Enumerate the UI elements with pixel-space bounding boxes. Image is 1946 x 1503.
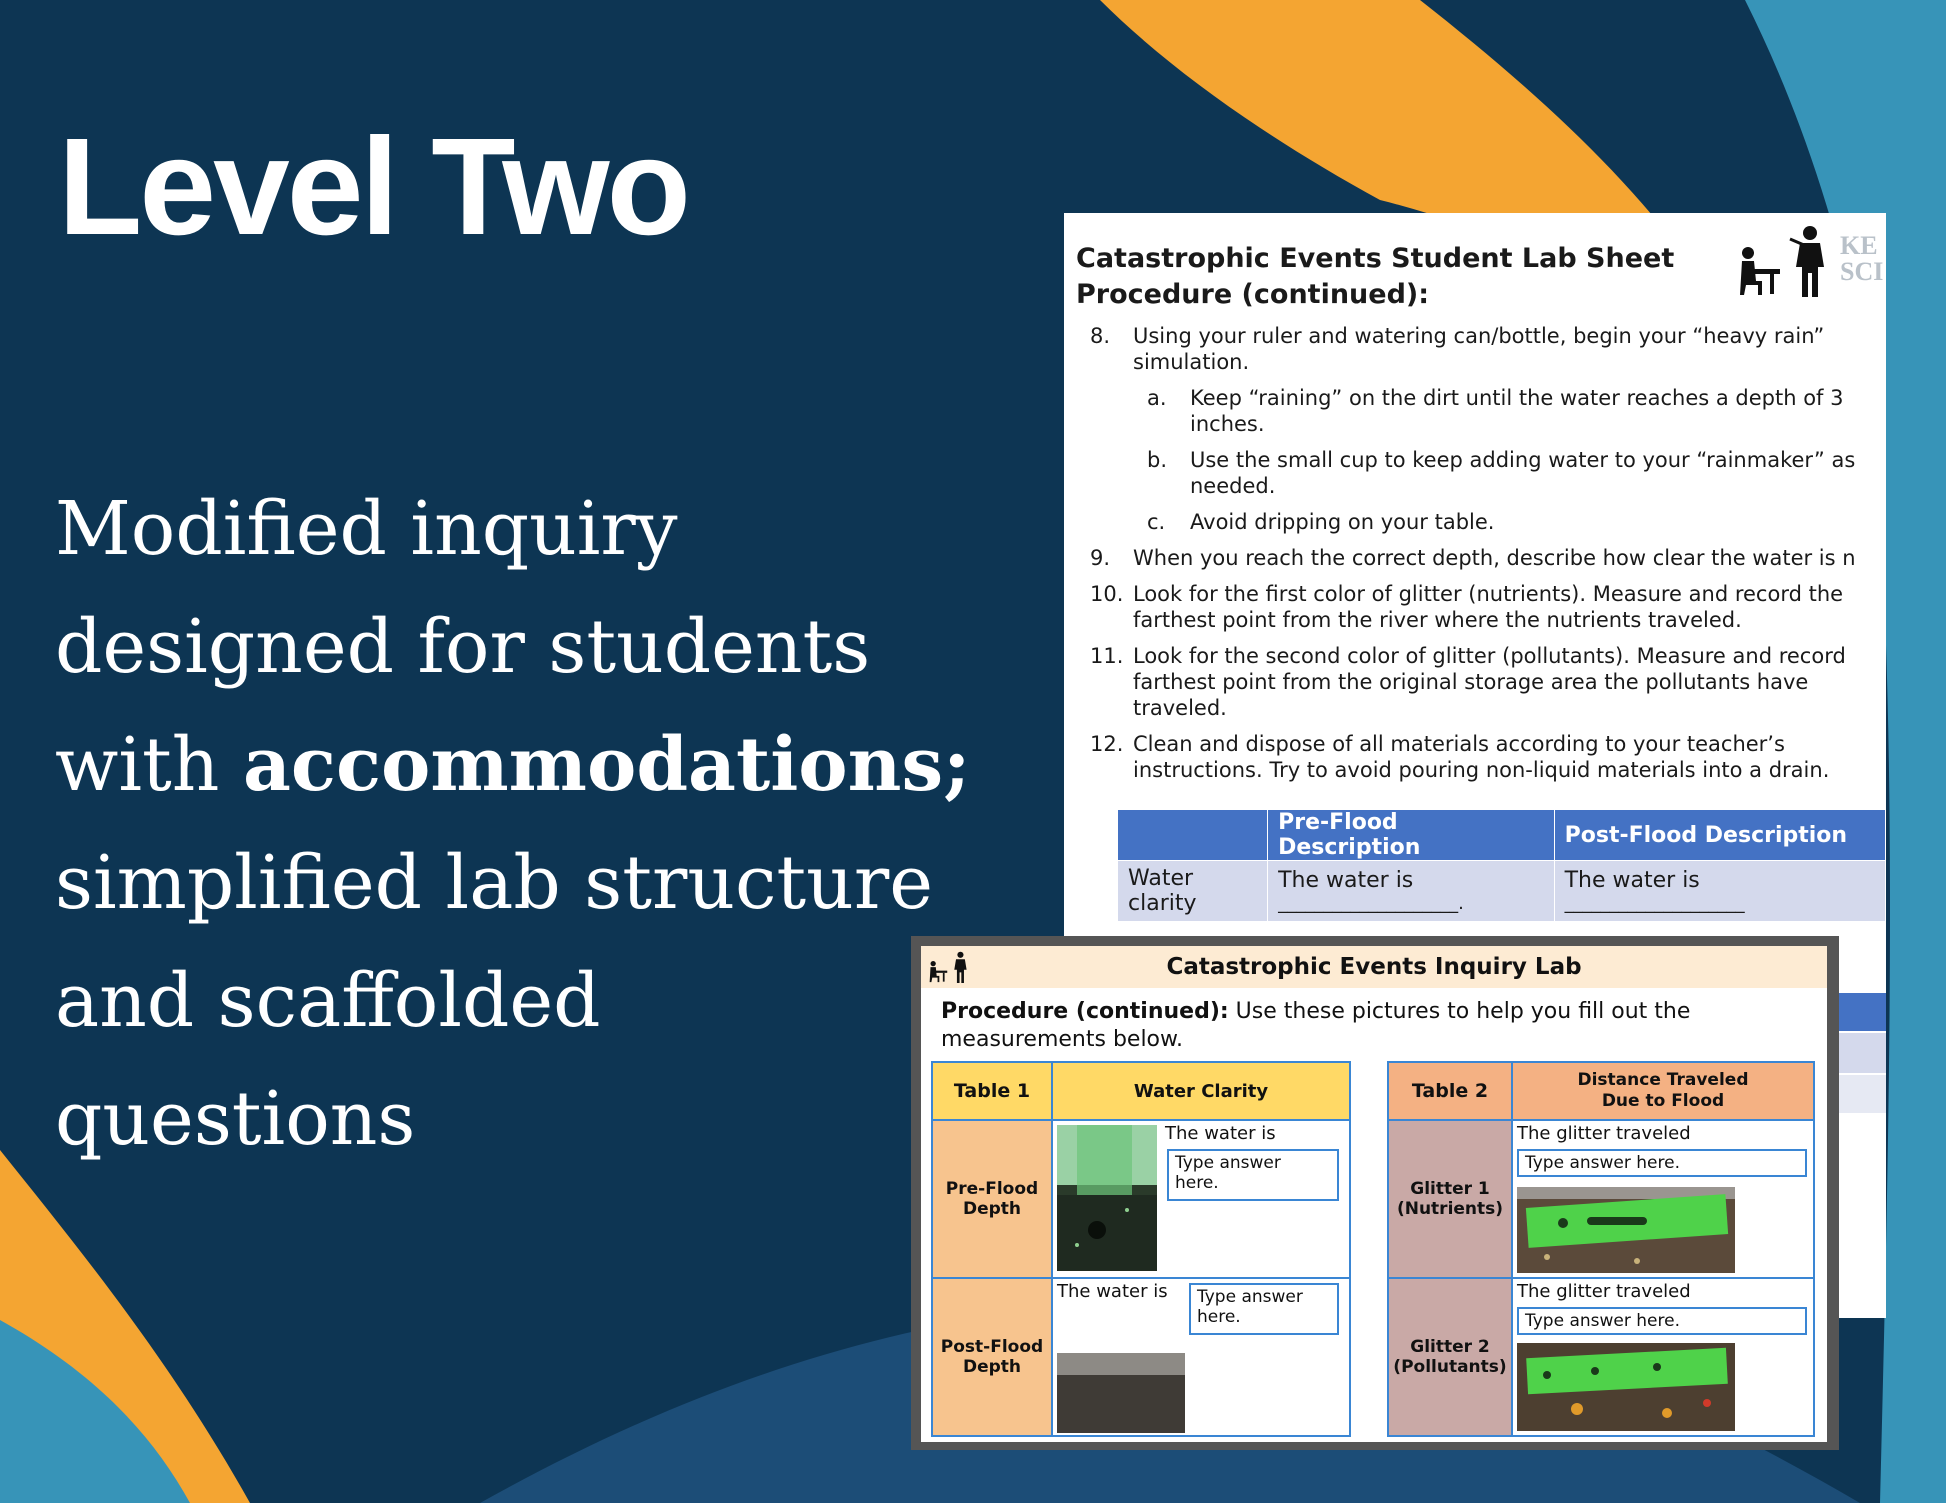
prompt-text: The glitter traveled — [1517, 1281, 1691, 1302]
step-number: c. — [1147, 510, 1166, 534]
water-clarity-post-answer-box[interactable] — [1189, 1283, 1339, 1335]
water-clarity-pre-answer-box[interactable] — [1167, 1149, 1339, 1201]
inquiry-lab-page — [921, 946, 1827, 1442]
step-text: instructions. Try to avoid pouring non-liquid materials into a drain. — [1133, 758, 1830, 782]
pre-flood-cell — [1268, 861, 1555, 922]
description-line: and scaffolded — [55, 958, 601, 1044]
row-label-text: (Nutrients) — [1396, 1199, 1504, 1219]
row-label-text: Post-Flood — [940, 1337, 1044, 1357]
step-text: needed. — [1190, 474, 1276, 498]
table-header-post-flood: Post-Flood Description — [1554, 810, 1885, 861]
inquiry-lab-header — [921, 946, 1827, 988]
step-text: farthest point from the original storage area the pollutants have — [1133, 670, 1809, 694]
header-text: Distance Traveled — [1577, 1070, 1749, 1090]
answer-blank: ____________________. — [1278, 893, 1464, 914]
procedure-instructions — [941, 998, 1801, 1054]
description-text: with — [55, 722, 243, 808]
header-text: Due to Flood — [1601, 1091, 1725, 1111]
row-label-water-clarity: Water clarity — [1118, 861, 1268, 922]
procedure-label: Procedure (continued): — [941, 999, 1229, 1024]
table-header-pre-flood: Pre-Flood Description — [1268, 810, 1555, 861]
slide-title: Level Two — [58, 110, 688, 264]
glitter-1-answer-box[interactable]: Type answer here. — [1517, 1149, 1807, 1177]
step-number: 10. — [1090, 582, 1124, 606]
glitter-1-cell — [1511, 1119, 1815, 1279]
step-text: Clean and dispose of all materials according to your teacher’s — [1133, 732, 1785, 756]
lab-sheet-title — [1076, 241, 1674, 313]
procedure-line — [941, 998, 1801, 1026]
table1-label: Table 1 — [931, 1061, 1053, 1121]
step-number: a. — [1147, 386, 1167, 410]
row-label-pre-flood-depth — [931, 1119, 1053, 1279]
row-label-glitter-1 — [1387, 1119, 1513, 1279]
student-teacher-icon — [927, 950, 971, 986]
row-label-text: Glitter 2 — [1410, 1337, 1490, 1357]
slide-description — [55, 470, 1015, 1178]
step-number: 12. — [1090, 732, 1124, 756]
description-line: questions — [55, 1076, 416, 1162]
logo-text: SCI — [1840, 257, 1884, 286]
student-teacher-icon — [1734, 223, 1834, 303]
answer-placeholder: Type answer — [1175, 1153, 1281, 1173]
post-flood-cell — [1554, 861, 1885, 922]
description-line: simplified lab structure — [55, 840, 933, 926]
prompt-text: The glitter traveled — [1517, 1123, 1691, 1144]
step-text: Look for the second color of glitter (pollutants). Measure and record — [1133, 644, 1846, 668]
step-number: b. — [1147, 448, 1168, 472]
row-label-text: Glitter 1 — [1410, 1179, 1490, 1199]
table2-label: Table 2 — [1387, 1061, 1513, 1121]
post-flood-photo — [1057, 1353, 1185, 1433]
table-header-empty — [1118, 810, 1268, 861]
pre-flood-photo — [1057, 1125, 1157, 1271]
glitter-1-photo — [1517, 1187, 1735, 1273]
description-line: Modified inquiry — [55, 486, 678, 572]
logo-text: KE — [1840, 231, 1878, 260]
prompt-text: The water is — [1165, 1123, 1276, 1144]
step-text: Keep “raining” on the dirt until the water reaches a depth of 3 — [1190, 386, 1844, 410]
answer-placeholder: here. — [1175, 1173, 1219, 1193]
table2-header-distance — [1511, 1061, 1815, 1121]
inquiry-lab-sheet — [911, 936, 1839, 1450]
row-label-post-flood-depth — [931, 1277, 1053, 1437]
step-text: Using your ruler and watering can/bottle, begin your “heavy rain” — [1133, 324, 1825, 348]
step-text: When you reach the correct depth, describe how clear the water is n — [1133, 546, 1856, 570]
procedure-text: Use these pictures to help you fill out the — [1228, 999, 1691, 1024]
pre-flood-depth-cell — [1051, 1119, 1351, 1279]
glitter-2-answer-box[interactable]: Type answer here. — [1517, 1307, 1807, 1335]
inquiry-lab-title: Catastrophic Events Inquiry Lab — [1166, 954, 1582, 980]
description-bold: accommodations; — [242, 722, 971, 808]
row-label-text: Pre-Flood — [945, 1179, 1039, 1199]
step-number: 11. — [1090, 644, 1124, 668]
cell-text: The water is — [1278, 868, 1414, 893]
description-line — [55, 706, 1015, 824]
glitter-2-cell — [1511, 1277, 1815, 1437]
cell-text: The water is — [1564, 868, 1700, 893]
step-number: 9. — [1090, 546, 1111, 570]
prompt-text: The water is — [1057, 1281, 1168, 1302]
post-flood-depth-cell — [1051, 1277, 1351, 1437]
answer-placeholder: here. — [1197, 1307, 1241, 1327]
row-label-text: (Pollutants) — [1393, 1357, 1507, 1377]
step-text: simulation. — [1133, 350, 1250, 374]
lab-sheet-title-line: Procedure (continued): — [1076, 279, 1430, 310]
glitter-2-photo — [1517, 1343, 1735, 1431]
row-label-text: Depth — [962, 1199, 1022, 1219]
flood-description-table — [1117, 809, 1886, 922]
answer-blank: ____________________ — [1564, 893, 1745, 914]
procedure-line: measurements below. — [941, 1027, 1183, 1052]
step-text: farthest point from the river where the nutrients traveled. — [1133, 608, 1742, 632]
step-text: Use the small cup to keep adding water to your “rainmaker” as — [1190, 448, 1856, 472]
logo — [1840, 233, 1883, 285]
step-number: 8. — [1090, 324, 1111, 348]
step-text: Avoid dripping on your table. — [1190, 510, 1495, 534]
step-text: inches. — [1190, 412, 1265, 436]
step-text: Look for the first color of glitter (nutrients). Measure and record the — [1133, 582, 1844, 606]
table1-header-water-clarity: Water Clarity — [1051, 1061, 1351, 1121]
row-label-text: Depth — [962, 1357, 1022, 1377]
row-label-glitter-2 — [1387, 1277, 1513, 1437]
lab-sheet-title-line: Catastrophic Events Student Lab Sheet — [1076, 243, 1675, 274]
description-line: designed for students — [55, 604, 871, 690]
step-text: traveled. — [1133, 696, 1227, 720]
answer-placeholder: Type answer — [1197, 1287, 1303, 1307]
